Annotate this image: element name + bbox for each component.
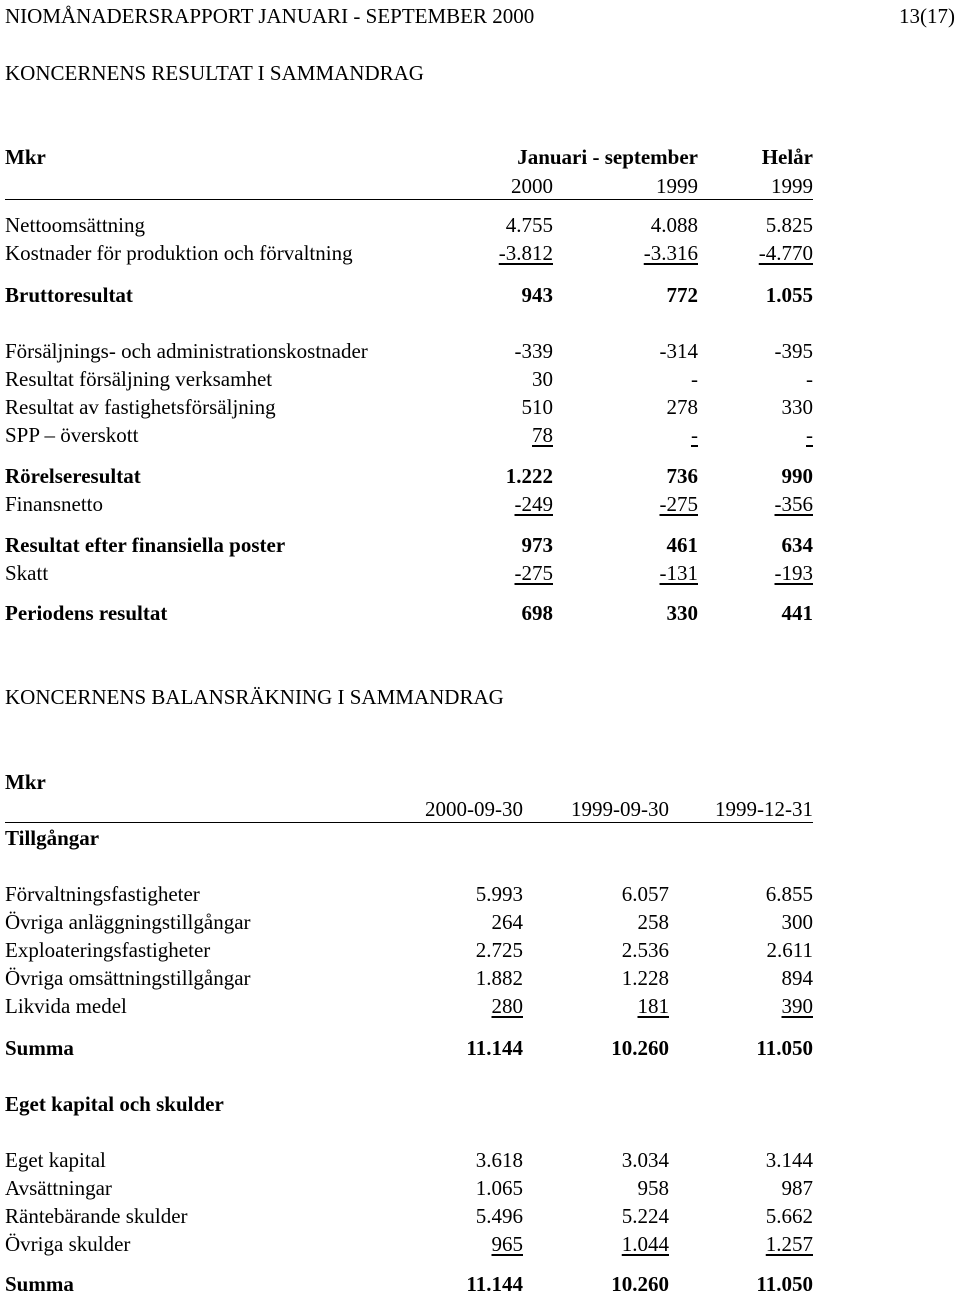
row-value: 2.536 [621, 938, 669, 962]
row-value: 181 [637, 994, 669, 1018]
income-unit-label: Mkr [5, 145, 46, 169]
row-value: 1.065 [475, 1176, 523, 1200]
row-value: -4.770 [758, 241, 813, 265]
row-value: -193 [774, 561, 813, 585]
row-value: 1.882 [475, 966, 523, 990]
row-value: 258 [637, 910, 669, 934]
row-value: 5.496 [475, 1204, 523, 1228]
row-value: 634 [781, 533, 813, 557]
row-value: 5.224 [621, 1204, 669, 1228]
row-value: 3.034 [621, 1148, 669, 1172]
row-label: Eget kapital [5, 1148, 106, 1172]
row-value: 441 [781, 601, 813, 625]
row-value: 330 [781, 395, 813, 419]
row-value: 987 [781, 1176, 813, 1200]
row-value: 958 [637, 1176, 669, 1200]
date-header: 2000-09-30 [425, 797, 523, 821]
row-value: 965 [491, 1232, 523, 1256]
row-value: 736 [666, 464, 698, 488]
row-label: SPP – överskott [5, 423, 139, 447]
row-value: - [806, 423, 813, 447]
row-value: 390 [781, 994, 813, 1018]
row-value: -356 [774, 492, 813, 516]
header-rule [5, 199, 813, 200]
row-label: Räntebärande skulder [5, 1204, 188, 1228]
balance-unit-label: Mkr [5, 770, 46, 794]
row-value: -3.316 [643, 241, 698, 265]
total-value: 11.144 [466, 1036, 523, 1060]
row-value: 264 [491, 910, 523, 934]
row-label: Likvida medel [5, 994, 127, 1018]
row-value: 1.222 [505, 464, 553, 488]
row-value: -314 [659, 339, 698, 363]
row-value: -249 [514, 492, 553, 516]
row-value: 1.044 [621, 1232, 669, 1256]
total-value: 11.050 [756, 1272, 813, 1296]
total-value: 10.260 [611, 1036, 669, 1060]
row-value: 6.855 [765, 882, 813, 906]
row-value: 5.662 [765, 1204, 813, 1228]
header-rule [5, 822, 813, 823]
total-label: Summa [5, 1272, 74, 1296]
total-value: 11.050 [756, 1036, 813, 1060]
row-value: 3.144 [765, 1148, 813, 1172]
year-header: 1999 [656, 174, 698, 198]
row-value: 300 [781, 910, 813, 934]
row-value: 2.611 [766, 938, 813, 962]
row-value: - [691, 423, 698, 447]
row-label: Övriga omsättningstillgångar [5, 966, 251, 990]
row-label: Övriga skulder [5, 1232, 131, 1256]
row-label: Resultat av fastighetsförsäljning [5, 395, 276, 419]
row-value: 5.993 [475, 882, 523, 906]
row-value: 1.228 [621, 966, 669, 990]
row-value: 5.825 [765, 213, 813, 237]
row-value: 4.088 [650, 213, 698, 237]
row-value: 510 [521, 395, 553, 419]
row-value: -395 [774, 339, 813, 363]
date-header: 1999-09-30 [571, 797, 669, 821]
page-number: 13(17) [899, 4, 955, 28]
full-year-label: Helår [761, 145, 813, 169]
row-value: 280 [491, 994, 523, 1018]
row-value: -275 [514, 561, 553, 585]
total-value: 11.144 [466, 1272, 523, 1296]
row-value: 6.057 [621, 882, 669, 906]
row-value: 461 [666, 533, 698, 557]
row-label: Periodens resultat [5, 601, 168, 625]
row-value: 30 [532, 367, 553, 391]
row-value: 330 [666, 601, 698, 625]
row-label: Övriga anläggningstillgångar [5, 910, 251, 934]
row-value: - [691, 367, 698, 391]
liabilities-heading: Eget kapital och skulder [5, 1092, 224, 1116]
row-label: Resultat efter finansiella poster [5, 533, 286, 557]
assets-heading: Tillgångar [5, 826, 100, 850]
row-value: -3.812 [498, 241, 553, 265]
row-value: 4.755 [505, 213, 553, 237]
row-label: Nettoomsättning [5, 213, 145, 237]
row-value: -275 [659, 492, 698, 516]
period-label: Januari - september [517, 145, 698, 169]
row-value: -339 [514, 339, 553, 363]
row-value: 973 [521, 533, 553, 557]
total-label: Summa [5, 1036, 74, 1060]
date-header: 1999-12-31 [715, 797, 813, 821]
row-label: Rörelseresultat [5, 464, 141, 488]
row-value: 278 [666, 395, 698, 419]
row-label: Exploateringsfastigheter [5, 938, 211, 962]
balance-heading: KONCERNENS BALANSRÄKNING I SAMMANDRAG [5, 685, 504, 709]
total-value: 10.260 [611, 1272, 669, 1296]
row-label: Resultat försäljning verksamhet [5, 367, 273, 391]
row-value: 2.725 [475, 938, 523, 962]
report-title: NIOMÅNADERSRAPPORT JANUARI - SEPTEMBER 2000 [5, 4, 535, 28]
row-label: Bruttoresultat [5, 283, 133, 307]
row-label: Finansnetto [5, 492, 103, 516]
row-label: Förvaltningsfastigheter [5, 882, 200, 906]
row-value: 3.618 [475, 1148, 523, 1172]
row-value: 1.257 [765, 1232, 813, 1256]
income-heading: KONCERNENS RESULTAT I SAMMANDRAG [5, 61, 424, 85]
year-header: 2000 [511, 174, 553, 198]
row-label: Avsättningar [5, 1176, 112, 1200]
year-header: 1999 [771, 174, 813, 198]
row-label: Försäljnings- och administrationskostnader [5, 339, 368, 363]
row-value: - [806, 367, 813, 391]
row-value: 1.055 [765, 283, 813, 307]
row-value: 698 [521, 601, 553, 625]
row-label: Kostnader för produktion och förvaltning [5, 241, 353, 265]
row-label: Skatt [5, 561, 49, 585]
row-value: 894 [781, 966, 813, 990]
row-value: 78 [532, 423, 553, 447]
row-value: -131 [659, 561, 698, 585]
row-value: 990 [781, 464, 813, 488]
row-value: 943 [521, 283, 553, 307]
row-value: 772 [666, 283, 698, 307]
